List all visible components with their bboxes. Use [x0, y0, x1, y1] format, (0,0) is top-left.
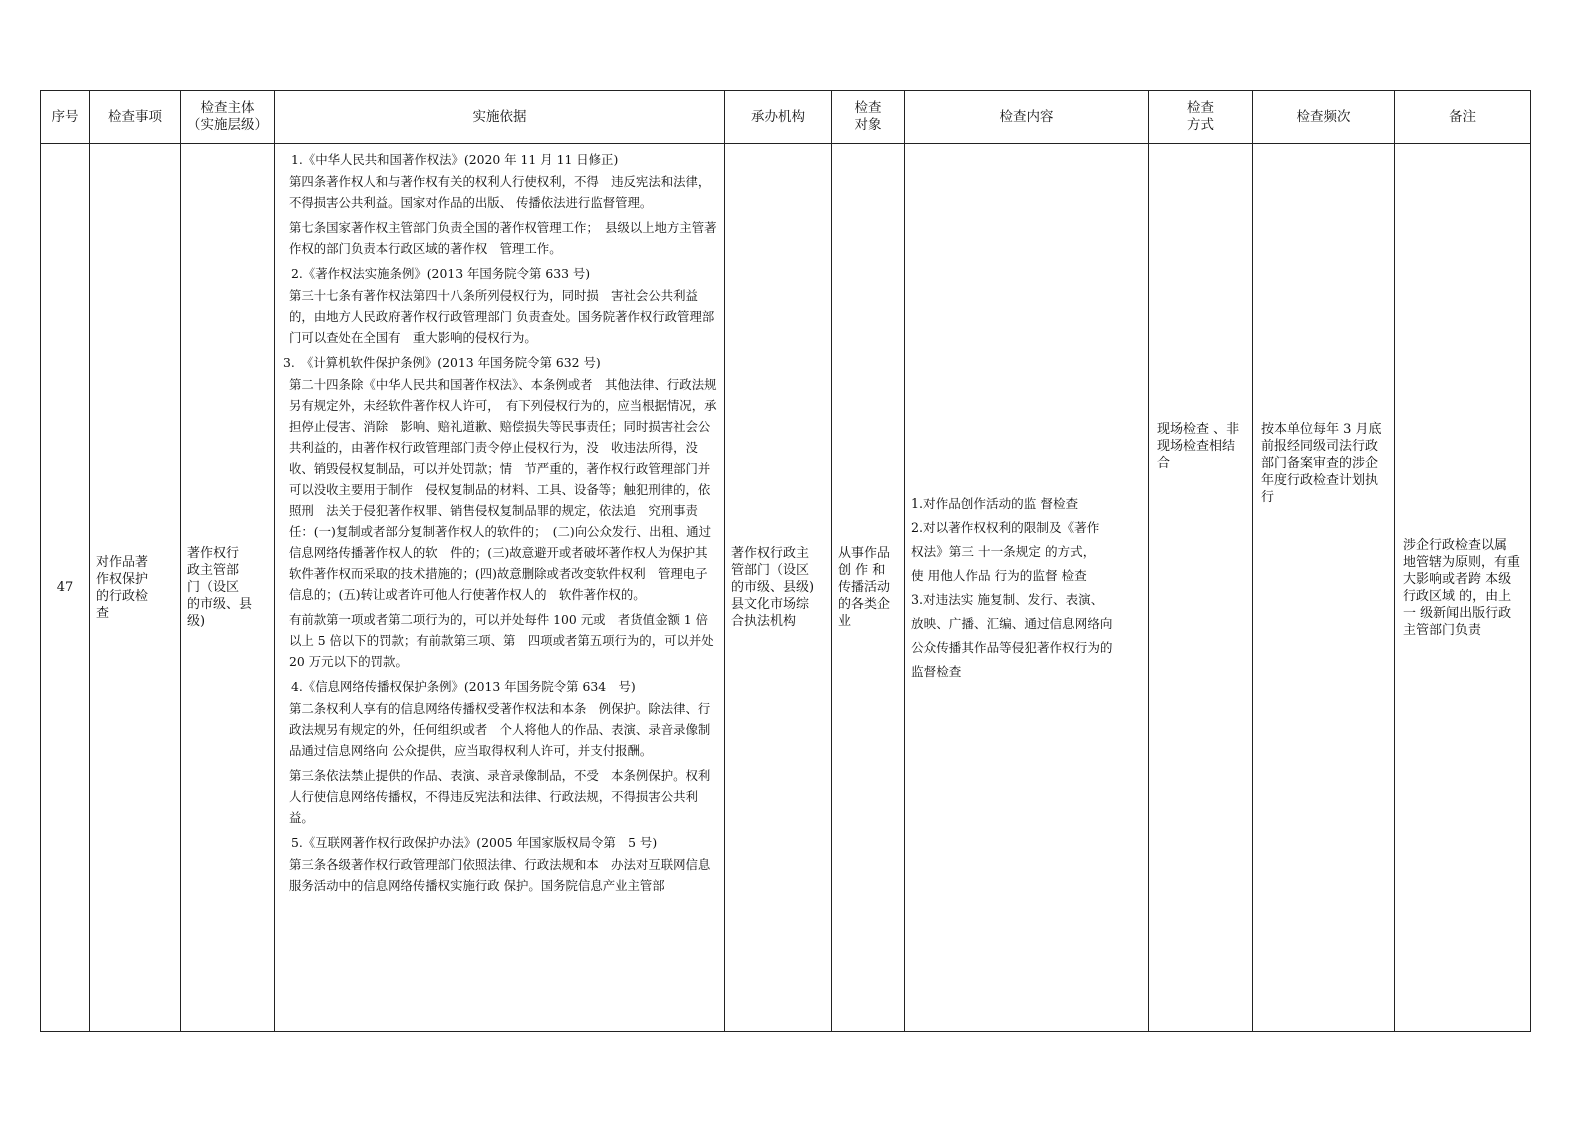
- basis-law-4-article-3: 第三条依法禁止提供的作品、表演、录音录像制品，不受 本条例保护。权利人行使信息网络传播权，不得违反宪法和法律、行政法规，不得损害公共利益。: [289, 768, 711, 825]
- basis-law-1-title: 1.《中华人民共和国著作权法》(2020 年 11 月 11 日修正): [291, 152, 619, 167]
- cell-org: 著作权行政主 管部门（设区 的市级、县级) 县文化市场综 合执法机构: [725, 144, 832, 1032]
- header-object: 检查 对象: [832, 91, 905, 144]
- basis-law-1-article-7: 第七条国家著作权主管部门负责全国的著作权管理工作； 县级以上地方主管著作权的部门负责本行政区域的著作权 管理工作。: [289, 220, 717, 256]
- header-seq: 序号: [41, 91, 90, 144]
- inspection-table: [40, 90, 1531, 1032]
- cell-basis: [275, 144, 725, 1032]
- table-row: [41, 144, 1531, 1032]
- cell-object: 从事作品 创 作 和 传播活动 的各类企 业: [832, 144, 905, 1032]
- cell-item: 对作品著 作权保护 的行政检 查: [90, 144, 181, 1032]
- cell-subject: 著作权行 政主管部 门（设区 的市级、县级): [181, 144, 275, 1032]
- header-subject: 检查主体 （实施层级）: [181, 91, 275, 144]
- header-content: 检查内容: [905, 91, 1149, 144]
- cell-frequency: 按本单位每年 3 月底 前报经同级司法行政 部门备案审查的涉企 年度行政检查计划执 行: [1253, 144, 1395, 1032]
- basis-law-1-article-4: 第四条著作权人和与著作权有关的权利人行使权利，不得 违反宪法和法律，不得损害公共利益。国家对作品的出版、 传播依法进行监督管理。: [289, 174, 711, 210]
- basis-law-4-title: 4.《信息网络传播权保护条例》(2013 年国务院令第 634 号): [291, 679, 636, 694]
- header-frequency: 检查频次: [1253, 91, 1395, 144]
- basis-law-3-penalty: 有前款第一项或者第二项行为的，可以并处每件 100 元或 者货值金额 1 倍以上 5 倍以下的罚款；有前款第三项、第 四项或者第五项行为的，可以并处 20 万元以下的罚款。: [289, 612, 714, 669]
- header-method: 检查 方式: [1149, 91, 1253, 144]
- basis-law-2-title: 2.《著作权法实施条例》(2013 年国务院令第 633 号): [291, 266, 591, 281]
- basis-law-3-article-24: 第二十四条除《中华人民共和国著作权法》、本条例或者 其他法律、行政法规另有规定外，未经软件著作权人许可， 有下列侵权行为的，应当根据情况，承担停止侵害、消除 影响、赔礼道歉、赔偿损失等民事责任；同时损害社会公 共利益的，由著作权行政管理部门责令停止侵权行为，没 收违法所得，没收、销毁侵权复制品，可以并处罚款；情 节严重的，著作权行政管理部门并可以没收主要用于制作 侵权复制品的材料、工具、设备等；触犯刑律的，依照刑 法关于侵犯著作权罪、销售侵权复制品罪的规定，依法追 究刑事责任：(一)复制或者部分复制著作权人的软件的； (二)向公众发行、出租、通过信息网络传播著作权人的软 件的；(三)故意避开或者破坏著作权人为保护其软件著作权而采取的技术措施的；(四)故意删除或者改变软件权利 管理电子信息的；(五)转让或者许可他人行使著作权人的 软件著作权的。: [289, 377, 723, 602]
- header-org: 承办机构: [725, 91, 832, 144]
- header-item: 检查事项: [90, 91, 181, 144]
- basis-law-2-article-37: 第三十七条有著作权法第四十八条所列侵权行为，同时损 害社会公共利益的，由地方人民政府著作权行政管理部门 负责查处。国务院著作权行政管理部门可以查处在全国有 重大影响的侵权行为。: [289, 288, 715, 345]
- basis-law-3-title: 3. 《计算机软件保护条例》(2013 年国务院令第 632 号): [283, 355, 601, 370]
- table-header: [41, 91, 1531, 144]
- cell-seq: 47: [41, 144, 90, 1032]
- header-remark: 备注: [1395, 91, 1531, 144]
- basis-law-4-article-2: 第二条权利人享有的信息网络传播权受著作权法和本条 例保护。除法律、行政法规另有规定的外，任何组织或者 个人将他人的作品、表演、录音录像制品通过信息网络向 公众提供，应当取得权利人许可，并支付报酬。: [289, 701, 711, 758]
- cell-content: 1.对作品创作活动的监 督检查 2.对以著作权权利的限制及《著作 权法》第三 十一条规定 的方式， 使 用他人作品 行为的监督 检查 3.对违法实 施复制、发行、表演、 放映、广播、汇编、通过信息网络向 公众传播其作品等侵犯著作权行为的 监督检查: [905, 144, 1149, 1032]
- cell-method: 现场检查 、非 现场检查相结 合: [1149, 144, 1253, 1032]
- basis-law-5-article-3: 第三条各级著作权行政管理部门依照法律、行政法规和本 办法对互联网信息服务活动中的信息网络传播权实施行政 保护。国务院信息产业主管部: [289, 857, 711, 893]
- basis-law-5-title: 5.《互联网著作权行政保护办法》(2005 年国家版权局令第 5 号): [291, 835, 658, 850]
- cell-remark: 涉企行政检查以属 地管辖为原则，有重 大影响或者跨 本级 行政区域 的，由上 一 级新闻出版行政 主管部门负责: [1395, 144, 1531, 1032]
- header-basis: 实施依据: [275, 91, 725, 144]
